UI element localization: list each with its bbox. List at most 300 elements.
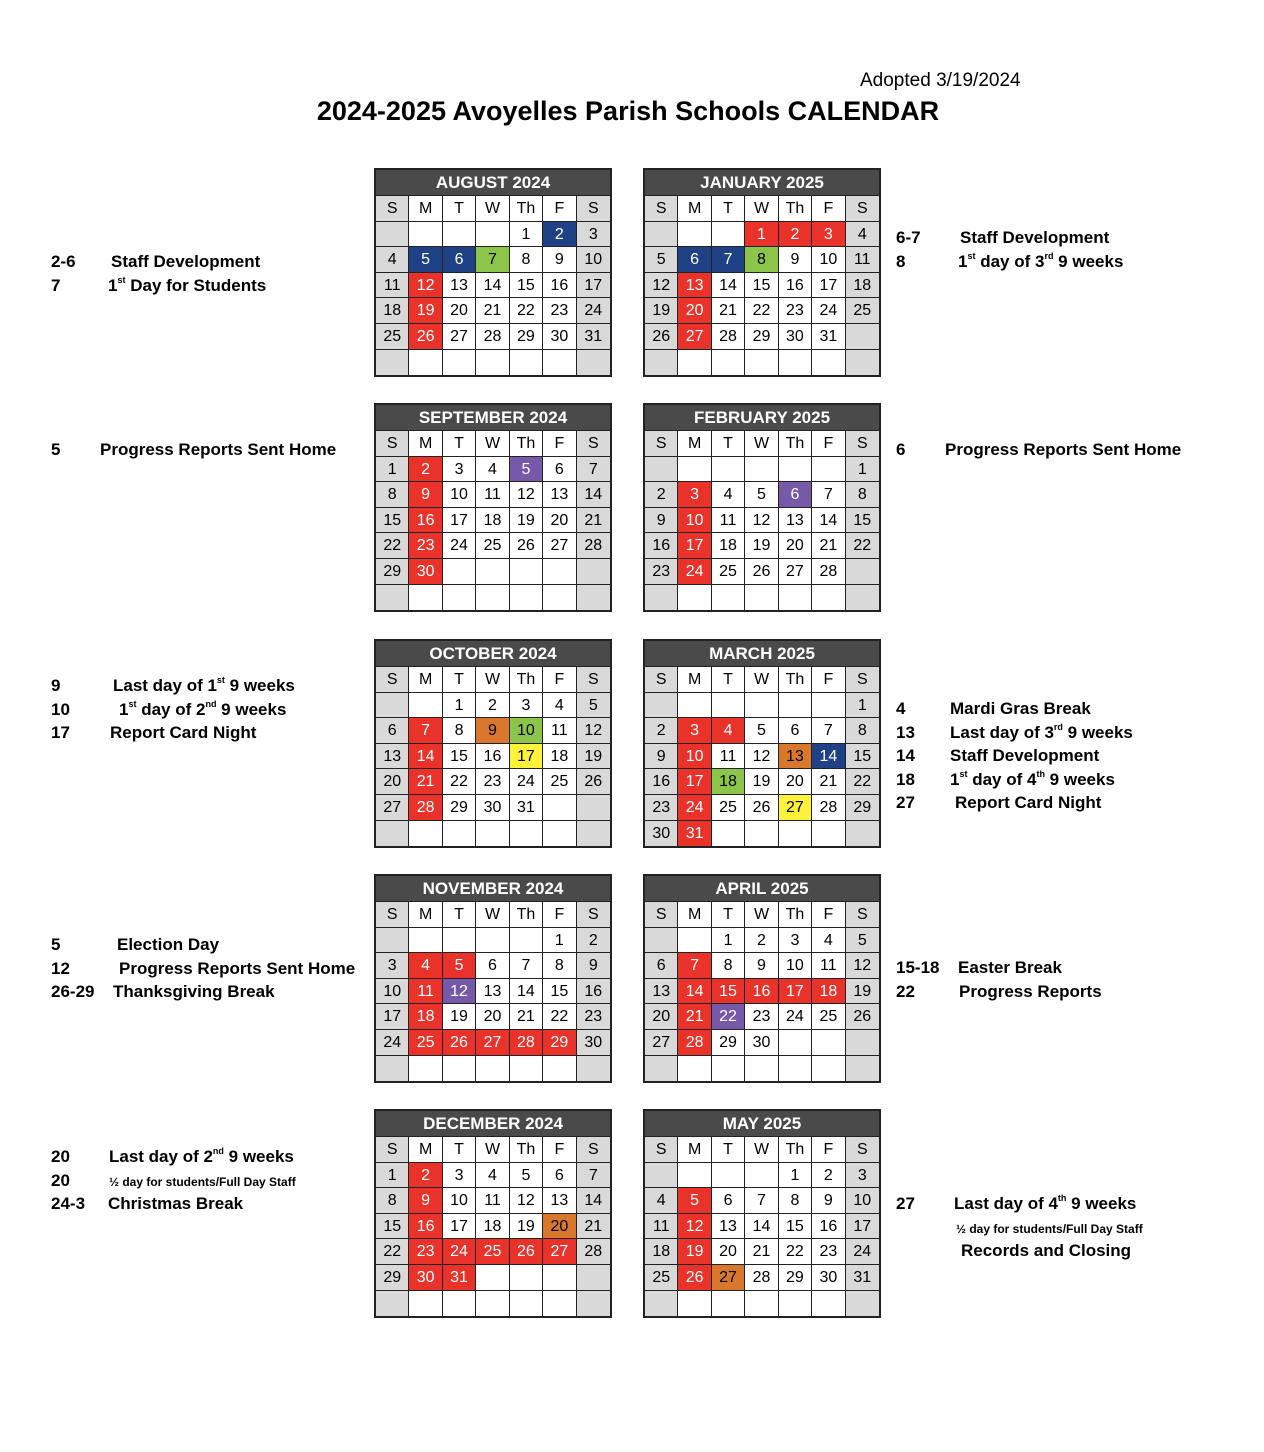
day-of-week-header: T [712, 667, 745, 693]
note-item [51, 1171, 351, 1195]
note-date: 5 [51, 935, 61, 954]
day-cell: 9 [812, 1188, 845, 1214]
day-cell: 13 [376, 744, 409, 770]
day-cell: 22 [745, 298, 778, 324]
day-cell: 18 [376, 298, 409, 324]
month-april-2025 [643, 874, 881, 1083]
day-cell: 26 [745, 795, 778, 821]
day-cell: 23 [745, 1004, 778, 1030]
empty-cell [645, 693, 678, 719]
day-of-week-header: F [812, 667, 845, 693]
empty-cell [476, 559, 509, 585]
day-cell: 7 [745, 1188, 778, 1214]
day-cell: 21 [712, 298, 745, 324]
empty-cell [543, 795, 576, 821]
day-cell: 19 [443, 1004, 476, 1030]
day-cell: 29 [745, 324, 778, 350]
day-cell: 4 [812, 928, 845, 954]
note-text: 1st day of 4th 9 weeks [950, 768, 1115, 789]
day-cell: 13 [476, 979, 509, 1005]
day-cell: 16 [409, 508, 442, 534]
empty-cell [376, 585, 409, 611]
day-cell: 30 [745, 1030, 778, 1056]
day-cell: 31 [577, 324, 610, 350]
note-date: 17 [51, 723, 70, 742]
day-cell: 15 [510, 273, 543, 299]
day-cell: 5 [510, 1163, 543, 1189]
day-cell: 8 [846, 482, 879, 508]
day-cell: 27 [476, 1030, 509, 1056]
day-cell: 4 [543, 693, 576, 719]
day-cell: 7 [812, 718, 845, 744]
empty-cell [812, 585, 845, 611]
note-date: 8 [896, 251, 906, 271]
note-item [896, 699, 1236, 723]
day-cell: 24 [510, 769, 543, 795]
day-cell: 2 [812, 1163, 845, 1189]
day-cell: 30 [476, 795, 509, 821]
day-cell: 18 [476, 1214, 509, 1240]
empty-cell [645, 1291, 678, 1317]
day-cell: 30 [779, 324, 812, 350]
day-cell: 23 [543, 298, 576, 324]
day-cell: 20 [779, 769, 812, 795]
day-cell: 22 [443, 769, 476, 795]
day-cell: 8 [543, 953, 576, 979]
day-cell: 28 [577, 533, 610, 559]
empty-cell [678, 222, 711, 248]
day-cell: 1 [376, 457, 409, 483]
empty-cell [510, 928, 543, 954]
note-item [896, 723, 1236, 747]
empty-cell [678, 1056, 711, 1082]
day-cell: 24 [678, 795, 711, 821]
empty-cell [712, 585, 745, 611]
day-of-week-header: S [577, 902, 610, 928]
day-of-week-header: M [409, 667, 442, 693]
empty-cell [745, 693, 778, 719]
day-cell: 26 [645, 324, 678, 350]
day-cell: 14 [510, 979, 543, 1005]
day-cell: 18 [409, 1004, 442, 1030]
day-of-week-header: Th [779, 667, 812, 693]
empty-cell [409, 350, 442, 376]
day-of-week-header: W [476, 196, 509, 222]
empty-cell [443, 1291, 476, 1317]
day-cell: 3 [510, 693, 543, 719]
day-cell: 4 [409, 953, 442, 979]
empty-cell [846, 1030, 879, 1056]
day-cell: 9 [745, 953, 778, 979]
note-date: 7 [51, 275, 61, 295]
day-cell: 15 [846, 508, 879, 534]
day-cell: 4 [846, 222, 879, 248]
day-cell: 30 [409, 1265, 442, 1291]
note-text: Report Card Night [110, 723, 257, 742]
empty-cell [376, 350, 409, 376]
day-of-week-header: S [645, 667, 678, 693]
day-cell: 27 [543, 533, 576, 559]
day-cell: 26 [577, 769, 610, 795]
note-text: Last day of 4th 9 weeks [954, 1193, 1137, 1213]
empty-cell [779, 1056, 812, 1082]
empty-cell [712, 693, 745, 719]
empty-cell [543, 1291, 576, 1317]
empty-cell [846, 350, 879, 376]
note-group [896, 958, 1236, 1005]
day-cell: 8 [846, 718, 879, 744]
empty-cell [712, 1163, 745, 1189]
day-of-week-header: T [712, 1137, 745, 1163]
day-cell: 5 [577, 693, 610, 719]
day-of-week-header: T [443, 1137, 476, 1163]
day-cell: 11 [712, 508, 745, 534]
day-of-week-header: F [812, 431, 845, 457]
empty-cell [409, 821, 442, 847]
empty-cell [510, 350, 543, 376]
empty-cell [376, 928, 409, 954]
empty-cell [812, 693, 845, 719]
note-item [896, 1241, 1236, 1265]
day-cell: 3 [779, 928, 812, 954]
note-date: 22 [896, 981, 915, 1001]
day-cell: 22 [779, 1239, 812, 1265]
note-item [896, 746, 1236, 770]
day-cell: 1 [376, 1163, 409, 1189]
empty-cell [846, 585, 879, 611]
day-cell: 1 [846, 693, 879, 719]
day-cell: 30 [577, 1030, 610, 1056]
day-cell: 11 [645, 1214, 678, 1240]
day-cell: 3 [678, 718, 711, 744]
day-of-week-header: M [409, 1137, 442, 1163]
empty-cell [645, 350, 678, 376]
empty-cell [779, 821, 812, 847]
month-title: JANUARY 2025 [645, 170, 879, 196]
day-cell: 9 [779, 247, 812, 273]
empty-cell [645, 457, 678, 483]
day-cell: 16 [476, 744, 509, 770]
empty-cell [476, 585, 509, 611]
note-text: Christmas Break [108, 1194, 244, 1213]
day-cell: 1 [712, 928, 745, 954]
day-cell: 25 [409, 1030, 442, 1056]
empty-cell [376, 821, 409, 847]
day-cell: 18 [846, 273, 879, 299]
day-cell: 10 [812, 247, 845, 273]
day-of-week-header: F [543, 196, 576, 222]
day-cell: 15 [779, 1214, 812, 1240]
day-cell: 15 [846, 744, 879, 770]
day-cell: 10 [443, 1188, 476, 1214]
day-cell: 23 [779, 298, 812, 324]
day-cell: 20 [376, 769, 409, 795]
day-cell: 20 [779, 533, 812, 559]
day-cell: 11 [712, 744, 745, 770]
day-cell: 3 [678, 482, 711, 508]
day-cell: 11 [543, 718, 576, 744]
day-cell: 16 [745, 979, 778, 1005]
empty-cell [745, 350, 778, 376]
day-of-week-header: S [577, 667, 610, 693]
day-cell: 9 [577, 953, 610, 979]
day-cell: 25 [846, 298, 879, 324]
empty-cell [577, 1265, 610, 1291]
day-cell: 16 [645, 769, 678, 795]
month-august-2024 [374, 168, 612, 377]
day-cell: 15 [376, 508, 409, 534]
day-cell: 23 [812, 1239, 845, 1265]
day-cell: 25 [476, 533, 509, 559]
empty-cell [846, 821, 879, 847]
day-cell: 15 [376, 1214, 409, 1240]
month-january-2025 [643, 168, 881, 377]
note-item [51, 723, 351, 747]
day-of-week-header: T [712, 431, 745, 457]
day-cell: 17 [779, 979, 812, 1005]
empty-cell [577, 585, 610, 611]
day-of-week-header: S [846, 902, 879, 928]
day-cell: 10 [376, 979, 409, 1005]
day-of-week-header: T [712, 196, 745, 222]
day-cell: 18 [476, 508, 509, 534]
day-of-week-header: S [645, 902, 678, 928]
day-cell: 12 [510, 482, 543, 508]
day-cell: 9 [645, 508, 678, 534]
month-title: MAY 2025 [645, 1111, 879, 1137]
day-cell: 3 [846, 1163, 879, 1189]
day-cell: 25 [645, 1265, 678, 1291]
day-cell: 21 [812, 533, 845, 559]
day-cell: 10 [577, 247, 610, 273]
day-of-week-header: S [645, 431, 678, 457]
day-of-week-header: W [745, 1137, 778, 1163]
note-text: Staff Development [950, 746, 1100, 765]
empty-cell [443, 350, 476, 376]
day-cell: 19 [846, 979, 879, 1005]
empty-cell [812, 350, 845, 376]
note-text: Thanksgiving Break [113, 982, 275, 1001]
day-cell: 2 [409, 457, 442, 483]
day-cell: 2 [476, 693, 509, 719]
note-date: 12 [51, 958, 70, 978]
note-text: Staff Development [960, 228, 1110, 247]
empty-cell [409, 1291, 442, 1317]
day-cell: 29 [443, 795, 476, 821]
note-item [51, 982, 351, 1006]
day-cell: 16 [779, 273, 812, 299]
day-cell: 24 [443, 533, 476, 559]
empty-cell [645, 928, 678, 954]
day-cell: 23 [645, 559, 678, 585]
day-cell: 21 [678, 1004, 711, 1030]
day-cell: 13 [712, 1214, 745, 1240]
day-cell: 4 [476, 1163, 509, 1189]
empty-cell [577, 821, 610, 847]
empty-cell [543, 1056, 576, 1082]
note-text: Easter Break [958, 958, 1062, 977]
day-cell: 17 [846, 1214, 879, 1240]
day-cell: 28 [712, 324, 745, 350]
day-cell: 10 [510, 718, 543, 744]
day-cell: 6 [712, 1188, 745, 1214]
day-cell: 13 [543, 1188, 576, 1214]
note-text: 1st day of 3rd 9 weeks [958, 250, 1124, 271]
note-date: 6-7 [896, 228, 921, 247]
day-cell: 24 [678, 559, 711, 585]
day-cell: 9 [476, 718, 509, 744]
day-cell: 6 [678, 247, 711, 273]
note-date: 2-6 [51, 252, 76, 271]
note-item [51, 700, 351, 724]
empty-cell [678, 693, 711, 719]
day-cell: 16 [645, 533, 678, 559]
day-cell: 2 [779, 222, 812, 248]
day-cell: 7 [476, 247, 509, 273]
day-cell: 13 [543, 482, 576, 508]
note-item [896, 1218, 1236, 1242]
empty-cell [577, 559, 610, 585]
day-cell: 6 [645, 953, 678, 979]
day-of-week-header: Th [510, 1137, 543, 1163]
note-date: 15-18 [896, 958, 940, 977]
empty-cell [376, 1056, 409, 1082]
note-text: Report Card Night [955, 793, 1102, 812]
note-date: 13 [896, 722, 915, 742]
day-cell: 24 [577, 298, 610, 324]
day-cell: 8 [779, 1188, 812, 1214]
day-cell: 23 [476, 769, 509, 795]
note-item [51, 676, 351, 700]
day-cell: 9 [409, 482, 442, 508]
day-cell: 4 [645, 1188, 678, 1214]
empty-cell [812, 1030, 845, 1056]
day-cell: 24 [376, 1030, 409, 1056]
note-text: 1st day of 2nd 9 weeks [119, 698, 287, 719]
day-cell: 9 [543, 247, 576, 273]
empty-cell [645, 1056, 678, 1082]
note-date: 5 [51, 440, 61, 459]
day-of-week-header: M [678, 1137, 711, 1163]
day-cell: 11 [846, 247, 879, 273]
day-cell: 15 [543, 979, 576, 1005]
day-cell: 22 [846, 533, 879, 559]
day-cell: 25 [812, 1004, 845, 1030]
day-of-week-header: Th [779, 902, 812, 928]
note-group [51, 252, 351, 299]
empty-cell [577, 350, 610, 376]
day-cell: 28 [678, 1030, 711, 1056]
day-of-week-header: F [543, 667, 576, 693]
day-cell: 12 [409, 273, 442, 299]
note-date: 4 [896, 699, 906, 718]
day-cell: 16 [409, 1214, 442, 1240]
day-of-week-header: S [577, 196, 610, 222]
day-cell: 21 [510, 1004, 543, 1030]
day-cell: 13 [779, 508, 812, 534]
day-cell: 30 [409, 559, 442, 585]
day-of-week-header: Th [510, 431, 543, 457]
empty-cell [510, 1291, 543, 1317]
day-of-week-header: S [645, 196, 678, 222]
empty-cell [678, 1291, 711, 1317]
day-cell: 8 [376, 1188, 409, 1214]
day-cell: 26 [409, 324, 442, 350]
day-cell: 20 [543, 1214, 576, 1240]
month-november-2024 [374, 874, 612, 1083]
month-title: SEPTEMBER 2024 [376, 405, 610, 431]
day-cell: 27 [678, 324, 711, 350]
day-cell: 14 [812, 508, 845, 534]
day-cell: 11 [476, 1188, 509, 1214]
note-item [51, 1194, 351, 1218]
day-cell: 7 [678, 953, 711, 979]
day-cell: 5 [846, 928, 879, 954]
day-cell: 22 [510, 298, 543, 324]
day-cell: 5 [678, 1188, 711, 1214]
day-cell: 10 [678, 744, 711, 770]
day-cell: 18 [712, 533, 745, 559]
day-cell: 30 [543, 324, 576, 350]
note-group [51, 676, 351, 747]
day-cell: 31 [510, 795, 543, 821]
note-group [896, 1194, 1236, 1265]
day-cell: 14 [577, 1188, 610, 1214]
day-cell: 16 [543, 273, 576, 299]
empty-cell [543, 1265, 576, 1291]
day-cell: 18 [543, 744, 576, 770]
day-cell: 21 [745, 1239, 778, 1265]
note-item [51, 958, 356, 983]
day-cell: 8 [443, 718, 476, 744]
day-cell: 1 [443, 693, 476, 719]
empty-cell [443, 559, 476, 585]
month-october-2024 [374, 639, 612, 848]
day-cell: 30 [645, 821, 678, 847]
note-item [896, 770, 1236, 794]
day-cell: 28 [745, 1265, 778, 1291]
note-item [896, 793, 1236, 817]
empty-cell [779, 693, 812, 719]
day-cell: 27 [543, 1239, 576, 1265]
day-cell: 17 [443, 1214, 476, 1240]
day-of-week-header: S [376, 667, 409, 693]
day-cell: 14 [745, 1214, 778, 1240]
day-cell: 11 [376, 273, 409, 299]
day-of-week-header: W [476, 431, 509, 457]
day-cell: 28 [510, 1030, 543, 1056]
day-cell: 27 [443, 324, 476, 350]
day-cell: 26 [745, 559, 778, 585]
day-cell: 19 [409, 298, 442, 324]
day-cell: 8 [376, 482, 409, 508]
day-cell: 23 [577, 1004, 610, 1030]
note-date: 20 [51, 1170, 70, 1190]
day-cell: 21 [577, 1214, 610, 1240]
month-title: FEBRUARY 2025 [645, 405, 879, 431]
day-cell: 12 [678, 1214, 711, 1240]
empty-cell [409, 1056, 442, 1082]
day-of-week-header: M [678, 431, 711, 457]
day-cell: 10 [846, 1188, 879, 1214]
day-cell: 18 [712, 769, 745, 795]
day-of-week-header: Th [779, 431, 812, 457]
day-cell: 6 [543, 457, 576, 483]
empty-cell [745, 1056, 778, 1082]
day-cell: 2 [409, 1163, 442, 1189]
day-cell: 3 [443, 457, 476, 483]
note-text: ½ day for students/Full Day Staff [109, 1174, 296, 1189]
